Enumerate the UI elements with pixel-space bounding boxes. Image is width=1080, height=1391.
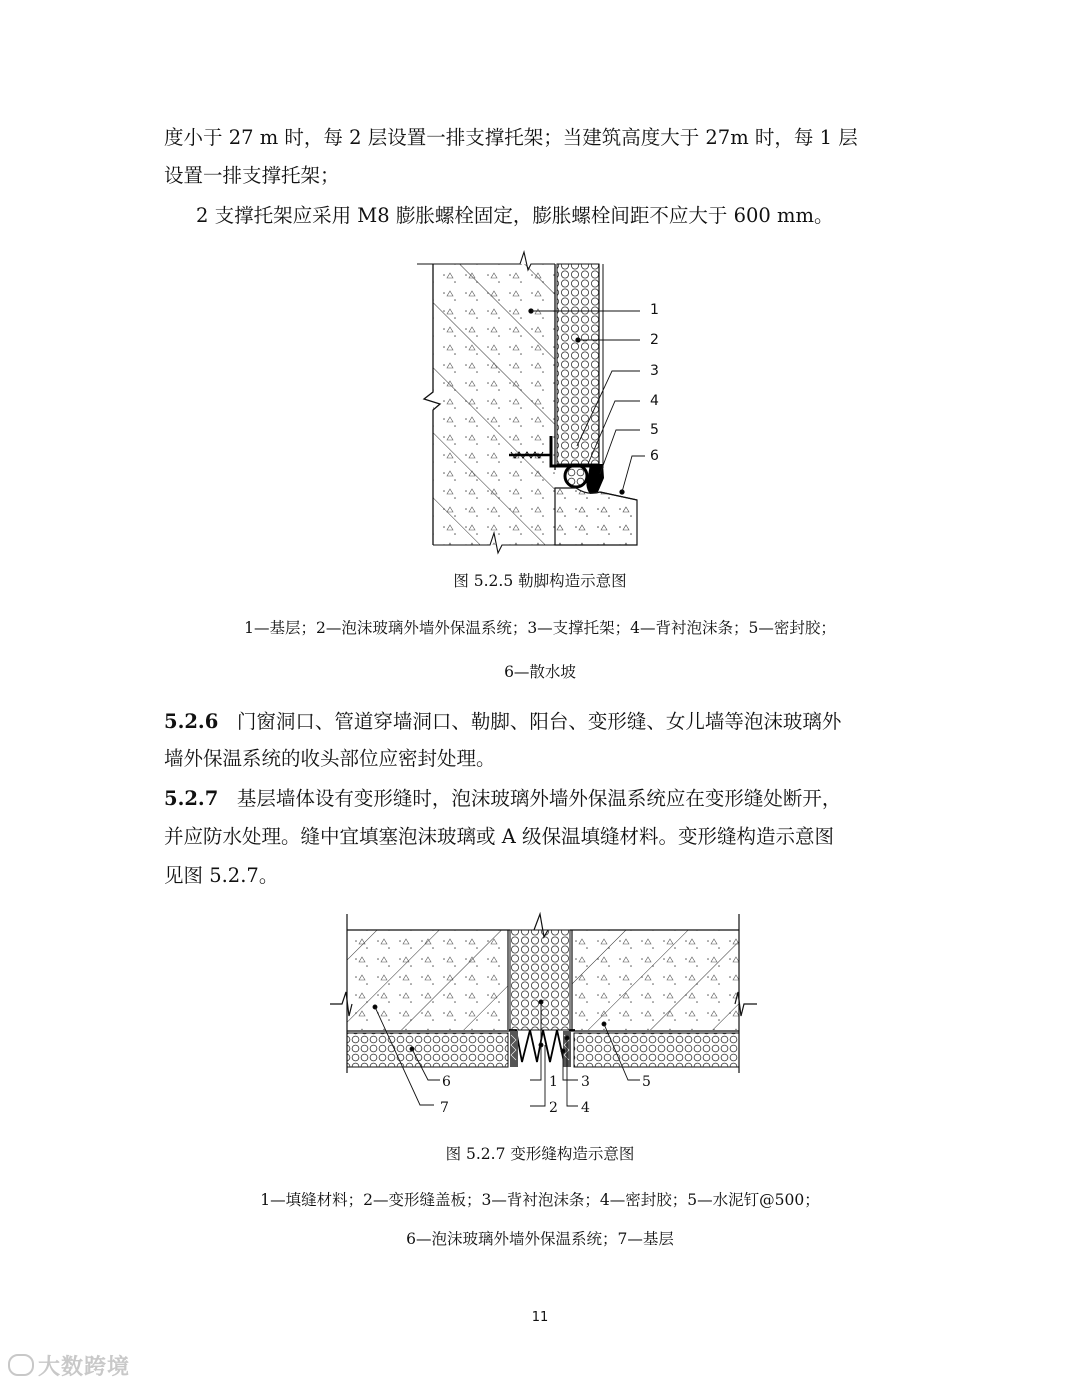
figure-label: 1 (650, 302, 659, 318)
figure-legend: 1—填缝材料；2—变形缝盖板；3—背衬泡沫条；4—密封胶；5—水泥钉@500； (260, 1191, 820, 1209)
paragraph-line: 墙外保温系统的收头部位应密封处理。 (164, 747, 496, 770)
figure-caption: 图 5.2.5 勒脚构造示意图 (453, 572, 627, 590)
paragraph-line: 并应防水处理。缝中宜填塞泡沫玻璃或 A 级保温填缝材料。变形缝构造示意图 (164, 825, 834, 848)
paragraph-line: 见图 5.2.7。 (164, 864, 279, 887)
clause-text: 基层墙体设有变形缝时，泡沫玻璃外墙外保温系统应在变形缝处断开， (236, 787, 842, 810)
figure-label: 4 (581, 1100, 590, 1116)
paragraph-line: 设置一排支撑托架； (164, 164, 340, 187)
clause-number: 5.2.7 (164, 787, 219, 810)
paragraph-line: 度小于 27 m 时，每 2 层设置一排支撑托架；当建筑高度大于 27m 时，每 1 层 (164, 126, 858, 149)
watermark-text: 大数跨境 (38, 1355, 131, 1380)
figure-label: 4 (650, 393, 659, 409)
figure-label: 3 (581, 1074, 590, 1090)
left-insulation (347, 1033, 508, 1067)
figure-legend: 6—泡沫玻璃外墙外保温系统；7—基层 (406, 1230, 674, 1248)
sealant-left (510, 1031, 518, 1067)
figure-label: 2 (650, 332, 659, 348)
clause-text: 门窗洞口、管道穿墙洞口、勒脚、阳台、变形缝、女儿墙等泡沫玻璃外 (236, 710, 842, 733)
figure-label: 6 (442, 1074, 451, 1090)
clause-number: 5.2.6 (164, 710, 219, 733)
figure-label: 6 (650, 448, 659, 464)
paragraph-line: 2 支撑托架应采用 M8 膨胀螺栓固定，膨胀螺栓间距不应大于 600 mm。 (196, 204, 834, 227)
figure-legend: 6—散水坡 (504, 663, 576, 681)
figure-label: 7 (440, 1100, 449, 1116)
watermark (8, 1350, 130, 1381)
figure-label: 5 (650, 422, 659, 438)
figure-label: 5 (642, 1074, 651, 1090)
figure-label: 3 (650, 363, 659, 379)
joint-fill-material (510, 930, 570, 1030)
right-insulation (574, 1033, 739, 1067)
watermark-logo-icon (8, 1354, 34, 1376)
figure-caption: 图 5.2.7 变形缝构造示意图 (445, 1145, 635, 1163)
page-number: 11 (531, 1310, 549, 1325)
figure-legend: 1—基层；2—泡沫玻璃外墙外保温系统；3—支撑托架；4—背衬泡沫条；5—密封胶； (244, 619, 836, 637)
figure-label: 2 (549, 1100, 558, 1116)
figure-label: 1 (549, 1074, 558, 1090)
